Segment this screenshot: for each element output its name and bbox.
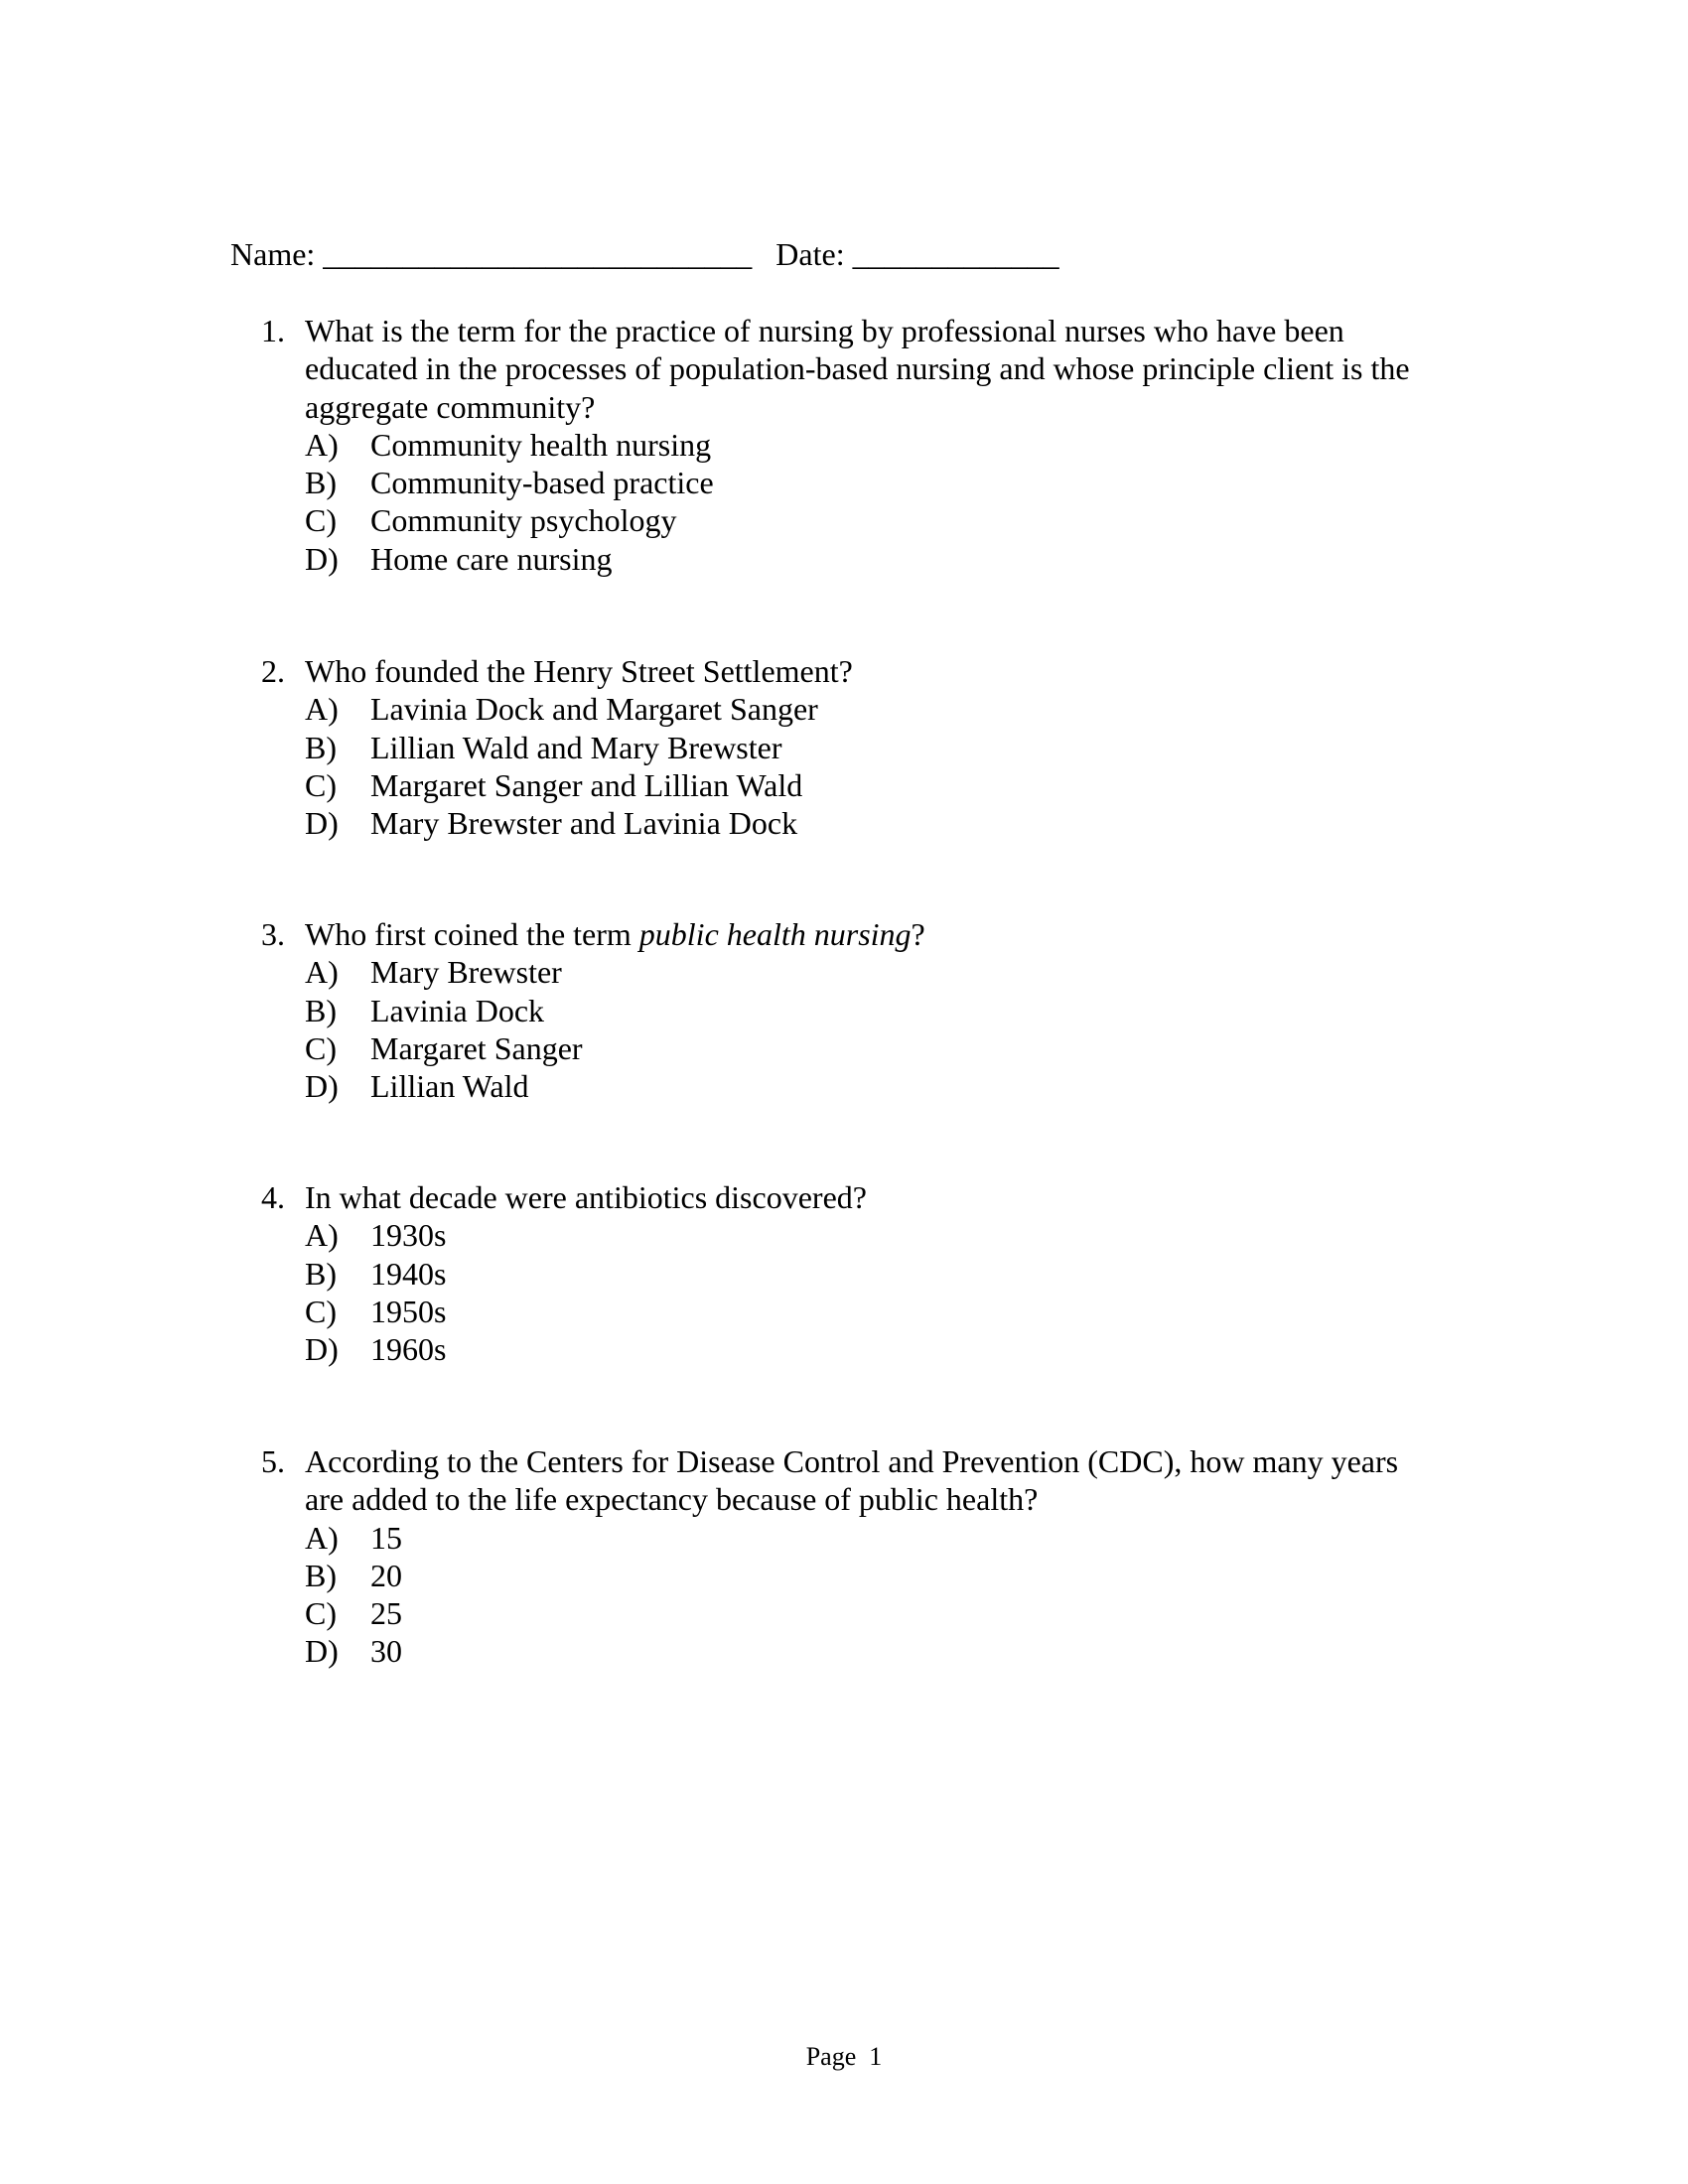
option-letter: B) [305,1255,337,1292]
option-text: 1940s [370,1255,447,1292]
option-text: Margaret Sanger and Lillian Wald [370,766,803,803]
answer-option-a[interactable] [0,1216,1688,1254]
date-blank-field[interactable]: _____________ [852,236,1059,272]
question-1 [0,312,1688,578]
answer-option-c[interactable] [0,766,1688,804]
answer-option-b[interactable] [0,464,1688,501]
name-label: Name: [230,236,316,272]
question-text-line: are added to the life expectancy because of public health? [305,1481,1039,1518]
option-text: 1960s [370,1331,447,1368]
answer-option-c[interactable] [0,1594,1688,1632]
option-letter: A) [305,691,339,728]
answer-option-c[interactable] [0,1029,1688,1067]
question-number: 4. [261,1179,285,1215]
question-number: 1. [261,313,285,348]
option-letter: A) [305,426,339,463]
question-text-line [305,915,925,953]
option-letter: C) [305,502,337,539]
question-text-line: educated in the processes of population-based nursing and whose principle client is the [305,350,1410,387]
question-5 [0,1442,1688,1671]
answer-option-b[interactable] [0,1557,1688,1594]
answer-option-a[interactable] [0,953,1688,991]
question-text-line: In what decade were antibiotics discovered? [305,1179,867,1215]
question-text-line: What is the term for the practice of nursing by professional nurses who have been [305,313,1344,348]
option-letter: C) [305,1293,337,1329]
date-label: Date: [775,236,845,272]
option-letter: B) [305,1557,337,1593]
question-text-line: Who founded the Henry Street Settlement? [305,653,853,689]
option-letter: D) [305,1068,339,1105]
answer-option-c[interactable] [0,1293,1688,1330]
option-letter: D) [305,1331,339,1368]
question-text-italic-term: public health nursing [638,916,912,952]
answer-option-b[interactable] [0,992,1688,1029]
question-text-plain: ? [911,916,925,952]
question-number: 5. [261,1443,285,1479]
header-fields [199,195,1059,314]
question-text-plain: Who first coined the term [305,916,639,952]
question-3 [0,915,1688,1105]
question-2 [0,652,1688,842]
answer-option-d[interactable] [0,1330,1688,1368]
option-text: Lillian Wald and Mary Brewster [370,729,782,765]
option-letter: C) [305,766,337,803]
question-text-line: According to the Centers for Disease Control and Prevention (CDC), how many years [305,1443,1399,1479]
option-text: 25 [370,1595,402,1632]
option-text: 15 [370,1519,402,1556]
option-text: Community health nursing [370,426,712,463]
option-text: 1950s [370,1293,447,1329]
page-footer [0,2042,1688,2072]
option-letter: D) [305,540,339,577]
option-text: 30 [370,1633,402,1670]
option-letter: B) [305,729,337,765]
option-letter: C) [305,1595,337,1632]
answer-option-c[interactable] [0,501,1688,539]
answer-option-a[interactable] [0,1519,1688,1557]
option-text: Margaret Sanger [370,1029,583,1066]
option-text: Lavinia Dock [370,992,545,1028]
answer-option-a[interactable] [0,690,1688,728]
option-text: Home care nursing [370,540,613,577]
question-4 [0,1178,1688,1368]
option-letter: A) [305,1519,339,1556]
option-letter: D) [305,1633,339,1670]
option-letter: C) [305,1029,337,1066]
option-letter: B) [305,465,337,501]
option-letter: D) [305,805,339,842]
answer-option-b[interactable] [0,1255,1688,1293]
option-text: 1930s [370,1217,447,1254]
page-number: 1 [869,2042,883,2071]
question-number: 2. [261,653,285,689]
option-text: Lavinia Dock and Margaret Sanger [370,691,818,728]
answer-option-d[interactable] [0,804,1688,842]
question-number: 3. [261,916,285,952]
answer-option-a[interactable] [0,426,1688,464]
answer-option-d[interactable] [0,540,1688,578]
option-text: Community psychology [370,502,677,539]
page-label: Page [805,2042,857,2071]
option-letter: B) [305,992,337,1028]
option-letter: A) [305,1217,339,1254]
name-blank-field[interactable]: ___________________________ [323,236,753,272]
option-text: Lillian Wald [370,1068,529,1105]
option-text: Mary Brewster [370,954,562,991]
option-letter: A) [305,954,339,991]
option-text: 20 [370,1557,402,1593]
option-text: Community-based practice [370,465,714,501]
answer-option-d[interactable] [0,1067,1688,1105]
answer-option-b[interactable] [0,729,1688,766]
question-text-line: aggregate community? [305,388,596,425]
answer-option-d[interactable] [0,1632,1688,1670]
option-text: Mary Brewster and Lavinia Dock [370,805,798,842]
